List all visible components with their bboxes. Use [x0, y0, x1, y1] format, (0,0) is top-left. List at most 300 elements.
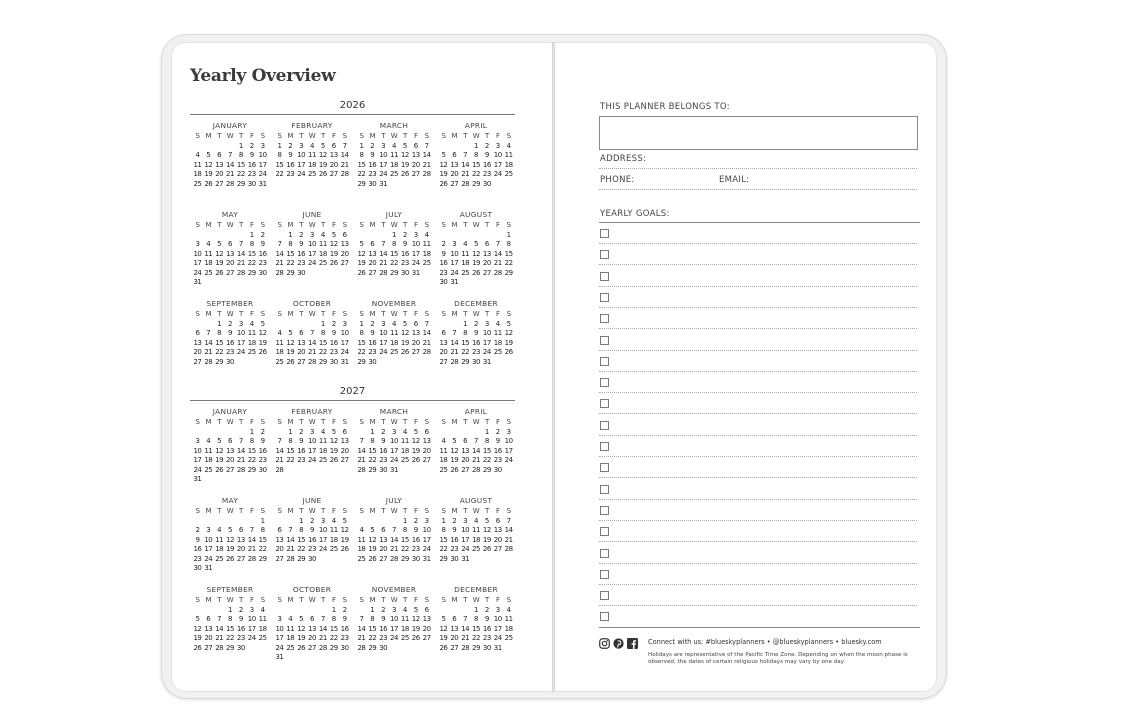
goal-line[interactable]: [599, 584, 917, 585]
calendar-day: 2: [381, 605, 386, 614]
calendar-day: 18: [504, 624, 513, 633]
goal-checkbox[interactable]: [600, 314, 609, 323]
calendar-day: 3: [342, 319, 347, 328]
calendar-day: 27: [450, 643, 459, 652]
goal-checkbox[interactable]: [600, 506, 609, 515]
calendar-day: 14: [275, 249, 284, 258]
facebook-icon[interactable]: [627, 638, 638, 649]
month-calendar: [438, 584, 514, 653]
calendar-day: 14: [504, 526, 513, 534]
calendar-day: 1: [463, 319, 468, 328]
goal-line[interactable]: [599, 286, 917, 287]
calendar-day: 9: [299, 437, 304, 445]
calendar-day: 13: [368, 249, 377, 258]
weekday-header: S: [260, 310, 265, 318]
calendar-day: 15: [472, 624, 480, 633]
goal-checkbox[interactable]: [600, 549, 609, 558]
calendar-day: 4: [320, 230, 325, 239]
goal-checkbox[interactable]: [600, 293, 609, 302]
calendar-day: 16: [247, 160, 256, 169]
calendar-day: 17: [411, 249, 420, 258]
calendar-day: 7: [206, 329, 211, 337]
calendar-day: 19: [439, 634, 448, 642]
goal-checkbox[interactable]: [600, 463, 609, 472]
address-line[interactable]: [599, 168, 917, 169]
calendar-day: 22: [390, 259, 398, 267]
month-calendar: [274, 584, 350, 663]
day-grid: [192, 221, 268, 288]
calendar-day: 8: [370, 615, 375, 623]
calendar-day: 7: [359, 615, 364, 623]
calendar-day: 30: [236, 643, 245, 652]
empty-day: [225, 231, 236, 241]
calendar-day: 29: [247, 268, 256, 277]
year-label: 2027: [339, 386, 366, 397]
calendar-day: 9: [441, 249, 446, 258]
calendar-day: 11: [504, 615, 513, 623]
calendar-day: 10: [308, 437, 316, 445]
calendar-day: 5: [288, 329, 293, 337]
calendar-day: 15: [236, 160, 245, 169]
calendar-day: 8: [238, 151, 243, 159]
month-name: JUNE: [302, 496, 322, 505]
weekday-header: F: [249, 596, 254, 604]
goal-line[interactable]: [599, 307, 917, 308]
calendar-day: 25: [318, 259, 327, 267]
month-calendar: [356, 406, 432, 475]
goal-line[interactable]: [599, 499, 917, 500]
weekday-header: T: [217, 418, 222, 426]
calendar-day: 24: [193, 465, 202, 474]
weekday-header: S: [506, 596, 511, 604]
empty-day: [296, 606, 307, 616]
calendar-day: 12: [215, 249, 224, 258]
weekday-header: T: [463, 507, 468, 515]
month-name: SEPTEMBER: [206, 299, 254, 308]
calendar-day: 17: [297, 160, 306, 169]
month-name: NOVEMBER: [371, 585, 417, 594]
calendar-day: 4: [463, 240, 468, 248]
calendar-day: 26: [258, 348, 267, 356]
goal-line[interactable]: [599, 392, 917, 393]
weekday-header: F: [249, 310, 254, 318]
weekday-header: W: [308, 418, 316, 426]
empty-day: [492, 231, 503, 241]
goal-line[interactable]: [599, 328, 917, 329]
calendar-day: 14: [390, 535, 398, 544]
weekday-header: T: [299, 221, 304, 229]
weekday-header: T: [238, 310, 243, 318]
weekday-header: S: [260, 221, 265, 229]
calendar-day: 27: [439, 357, 448, 366]
calendar-day: 22: [357, 348, 366, 356]
weekday-header: T: [402, 596, 407, 604]
calendar-day: 25: [504, 170, 513, 178]
calendar-day: 26: [193, 643, 202, 652]
calendar-day: 8: [392, 240, 396, 248]
month-calendar: [356, 120, 432, 189]
weekday-header: S: [195, 418, 200, 426]
address-label: ADDRESS:: [600, 154, 647, 164]
weekday-header: S: [342, 221, 347, 229]
calendar-day: 29: [215, 357, 224, 366]
calendar-day: 18: [357, 545, 366, 553]
calendar-day: 9: [249, 151, 254, 159]
calendar-day: 12: [400, 151, 409, 159]
empty-day: [203, 428, 214, 438]
calendar-day: 13: [461, 446, 470, 455]
calendar-day: 17: [504, 446, 513, 455]
calendar-day: 22: [215, 348, 224, 356]
calendar-day: 4: [506, 605, 511, 614]
goal-checkbox[interactable]: [600, 378, 609, 387]
calendar-day: 14: [247, 535, 256, 544]
calendar-day: 22: [472, 634, 480, 642]
calendar-day: 21: [247, 545, 256, 553]
month-calendar: [438, 495, 514, 564]
calendar-day: 10: [482, 329, 491, 337]
calendar-day: 21: [275, 456, 284, 464]
calendar-day: 22: [482, 456, 491, 464]
calendar-day: 3: [249, 605, 254, 614]
calendar-day: 17: [340, 338, 349, 347]
calendar-day: 26: [215, 268, 224, 277]
calendar-day: 26: [357, 268, 366, 277]
calendar-day: 11: [461, 249, 470, 258]
goal-checkbox[interactable]: [600, 570, 609, 579]
goal-line[interactable]: [599, 520, 917, 521]
empty-day: [389, 517, 400, 527]
calendar-day: 7: [474, 437, 478, 445]
calendar-day: 14: [204, 338, 213, 347]
calendar-day: 9: [381, 615, 386, 623]
calendar-day: 15: [368, 446, 377, 455]
calendar-day: 18: [204, 259, 213, 267]
calendar-day: 9: [238, 615, 243, 623]
calendar-day: 25: [400, 456, 409, 464]
weekday-header: T: [299, 132, 304, 140]
goal-checkbox[interactable]: [600, 336, 609, 345]
calendar-day: 6: [495, 516, 500, 525]
empty-day: [274, 606, 285, 616]
goal-checkbox[interactable]: [600, 272, 609, 281]
calendar-day: 1: [370, 427, 375, 436]
calendar-day: 10: [258, 151, 267, 159]
calendar-day: 9: [370, 151, 375, 159]
month-calendar: [438, 120, 514, 189]
calendar-day: 10: [390, 615, 398, 623]
calendar-day: 30: [193, 564, 202, 572]
goal-line[interactable]: [599, 563, 917, 564]
goal-checkbox[interactable]: [600, 527, 609, 536]
goal-checkbox[interactable]: [600, 399, 609, 408]
weekday-header: S: [260, 507, 265, 515]
calendar-day: 18: [247, 338, 256, 347]
calendar-day: 26: [329, 456, 338, 464]
weekday-header: W: [226, 132, 234, 140]
calendar-day: 31: [193, 278, 202, 286]
goal-checkbox[interactable]: [600, 421, 609, 430]
empty-day: [203, 320, 214, 330]
month-name: AUGUST: [459, 496, 493, 505]
calendar-day: 14: [318, 624, 327, 633]
weekday-header: T: [238, 507, 243, 515]
calendar-day: 28: [275, 465, 284, 474]
calendar-day: 28: [236, 465, 245, 474]
weekday-header: M: [287, 596, 294, 604]
calendar-day: 1: [359, 319, 364, 328]
calendar-day: 26: [472, 268, 480, 277]
weekday-header: T: [463, 310, 468, 318]
weekday-header: M: [369, 418, 376, 426]
calendar-day: 2: [331, 319, 336, 328]
weekday-header: M: [287, 310, 294, 318]
weekday-header: F: [413, 221, 418, 229]
calendar-day: 1: [238, 141, 243, 150]
calendar-day: 27: [368, 268, 377, 277]
calendar-day: 24: [297, 170, 306, 178]
planner-spine: [552, 42, 555, 692]
calendar-day: 12: [504, 329, 513, 337]
goal-checkbox[interactable]: [600, 485, 609, 494]
calendar-day: 15: [297, 535, 306, 544]
calendar-day: 13: [439, 338, 448, 347]
day-grid: [356, 596, 432, 653]
calendar-day: 22: [236, 170, 245, 178]
calendar-day: 12: [318, 151, 327, 159]
goal-line[interactable]: [599, 413, 917, 414]
calendar-day: 13: [236, 535, 245, 544]
calendar-day: 4: [331, 516, 336, 525]
calendar-day: 23: [226, 348, 234, 356]
calendar-day: 10: [204, 535, 213, 544]
calendar-day: 13: [340, 240, 349, 248]
goal-checkbox[interactable]: [600, 612, 609, 621]
empty-day: [356, 517, 367, 527]
calendar-day: 25: [204, 268, 213, 277]
weekday-header: M: [205, 596, 212, 604]
calendar-day: 20: [411, 160, 420, 169]
calendar-day: 17: [318, 535, 327, 544]
calendar-day: 10: [340, 329, 349, 337]
goal-checkbox[interactable]: [600, 250, 609, 259]
calendar-day: 25: [308, 170, 316, 178]
goal-line[interactable]: [599, 243, 917, 244]
calendar-day: 9: [484, 151, 489, 159]
calendar-day: 21: [236, 259, 245, 267]
calendar-day: 11: [390, 151, 398, 159]
empty-day: [192, 517, 203, 527]
calendar-day: 23: [236, 634, 245, 642]
calendar-day: 19: [504, 338, 513, 347]
calendar-day: 14: [379, 249, 388, 258]
calendar-day: 1: [474, 141, 478, 150]
goal-checkbox[interactable]: [600, 591, 609, 600]
calendar-day: 11: [422, 240, 431, 248]
weekday-header: W: [308, 507, 316, 515]
calendar-day: 29: [226, 643, 234, 652]
calendar-day: 31: [258, 179, 267, 188]
calendar-day: 5: [228, 526, 232, 534]
calendar-day: 9: [484, 615, 489, 623]
calendar-day: 8: [288, 240, 293, 248]
instagram-icon[interactable]: [599, 638, 610, 649]
weekday-header: W: [308, 221, 316, 229]
calendar-day: 16: [340, 624, 349, 633]
weekday-header: M: [451, 418, 458, 426]
calendar-day: 16: [329, 338, 338, 347]
owner-name-field[interactable]: [599, 116, 918, 150]
calendar-day: 14: [226, 160, 234, 169]
goal-line[interactable]: [599, 456, 917, 457]
calendar-day: 21: [422, 338, 431, 347]
weekday-header: T: [320, 310, 325, 318]
calendar-day: 23: [247, 170, 256, 178]
weekday-header: S: [277, 507, 282, 515]
calendar-day: 11: [493, 329, 502, 337]
calendar-day: 12: [340, 526, 349, 534]
calendar-day: 19: [215, 456, 224, 464]
calendar-day: 27: [193, 357, 202, 366]
calendar-day: 19: [329, 249, 338, 258]
weekday-header: S: [359, 596, 364, 604]
goal-line[interactable]: [599, 371, 917, 372]
empty-day: [285, 606, 296, 616]
empty-day: [367, 517, 378, 527]
social-icons: [599, 638, 638, 649]
goal-checkbox[interactable]: [600, 229, 609, 238]
month-calendar: [192, 406, 268, 485]
calendar-day: 4: [288, 615, 293, 623]
weekday-header: S: [195, 310, 200, 318]
weekday-header: S: [441, 596, 446, 604]
calendar-day: 19: [482, 535, 491, 544]
goal-checkbox[interactable]: [600, 442, 609, 451]
page-title: Yearly Overview: [190, 66, 336, 86]
goal-line[interactable]: [599, 605, 917, 606]
calendar-day: 19: [439, 170, 448, 178]
weekday-header: T: [381, 418, 386, 426]
month-calendar: [356, 209, 432, 278]
empty-day: [460, 231, 471, 241]
calendar-day: 30: [472, 357, 480, 366]
empty-day: [274, 320, 285, 330]
calendar-day: 23: [379, 634, 388, 642]
month-name: APRIL: [464, 407, 488, 416]
weekday-header: F: [495, 418, 500, 426]
empty-day: [356, 231, 367, 241]
calendar-day: 4: [320, 427, 325, 436]
calendar-day: 20: [204, 634, 213, 642]
calendar-day: 22: [275, 170, 284, 178]
weekday-header: W: [390, 507, 398, 515]
calendar-day: 27: [308, 643, 316, 652]
calendar-day: 25: [439, 465, 448, 474]
weekday-header: M: [369, 596, 376, 604]
calendar-day: 16: [226, 338, 234, 347]
calendar-day: 17: [236, 338, 245, 347]
goal-line[interactable]: [599, 435, 917, 436]
weekday-header: T: [402, 132, 407, 140]
weekday-header: S: [424, 596, 429, 604]
calendar-day: 21: [450, 348, 459, 356]
calendar-day: 10: [379, 151, 388, 159]
weekday-header: F: [495, 310, 500, 318]
calendar-day: 20: [450, 634, 459, 642]
weekday-header: F: [249, 507, 254, 515]
calendar-day: 10: [193, 249, 202, 258]
calendar-day: 24: [340, 348, 349, 356]
calendar-day: 25: [390, 170, 398, 178]
calendar-day: 31: [275, 653, 284, 661]
calendar-day: 21: [493, 259, 502, 267]
calendar-day: 9: [495, 437, 500, 445]
calendar-day: 7: [249, 526, 254, 534]
calendar-day: 3: [320, 516, 325, 525]
calendar-day: 25: [329, 545, 338, 553]
calendar-day: 2: [370, 141, 375, 150]
calendar-day: 8: [506, 240, 511, 248]
weekday-header: T: [320, 221, 325, 229]
empty-day: [246, 517, 257, 527]
calendar-day: 2: [413, 516, 418, 525]
pinterest-icon[interactable]: [613, 638, 624, 649]
calendar-day: 22: [357, 170, 366, 178]
phone-email-line[interactable]: [599, 189, 917, 190]
goal-line[interactable]: [599, 477, 917, 478]
calendar-day: 6: [342, 427, 347, 436]
month-calendar: [274, 209, 350, 278]
calendar-day: 16: [411, 535, 420, 544]
calendar-day: 11: [215, 535, 224, 544]
calendar-day: 21: [461, 170, 470, 178]
calendar-day: 31: [379, 179, 388, 188]
month-calendar: [192, 298, 268, 367]
calendar-day: 15: [461, 338, 470, 347]
goal-line[interactable]: [599, 264, 917, 265]
calendar-day: 14: [340, 151, 349, 159]
weekday-header: S: [506, 310, 511, 318]
calendar-day: 28: [390, 554, 398, 563]
calendar-day: 7: [381, 240, 386, 248]
calendar-day: 14: [493, 249, 502, 258]
weekday-header: F: [331, 221, 336, 229]
month-name: MAY: [221, 210, 239, 219]
month-name: JULY: [385, 210, 403, 219]
calendar-day: 20: [308, 634, 316, 642]
calendar-day: 3: [506, 427, 511, 436]
calendar-day: 11: [318, 437, 327, 445]
goal-checkbox[interactable]: [600, 357, 609, 366]
empty-day: [367, 231, 378, 241]
goal-line[interactable]: [599, 541, 917, 542]
calendar-day: 1: [474, 605, 478, 614]
weekday-header: T: [238, 132, 243, 140]
calendar-day: 12: [204, 160, 213, 169]
weekday-header: T: [320, 418, 325, 426]
calendar-day: 25: [422, 259, 431, 267]
empty-day: [449, 231, 460, 241]
day-grid: [274, 310, 350, 367]
calendar-day: 3: [238, 319, 243, 328]
calendar-day: 13: [340, 437, 349, 445]
goal-line[interactable]: [599, 350, 917, 351]
calendar-day: 18: [258, 624, 267, 633]
calendar-day: 21: [275, 259, 284, 267]
calendar-day: 22: [258, 545, 267, 553]
calendar-day: 26: [450, 465, 459, 474]
calendar-day: 29: [400, 554, 409, 563]
